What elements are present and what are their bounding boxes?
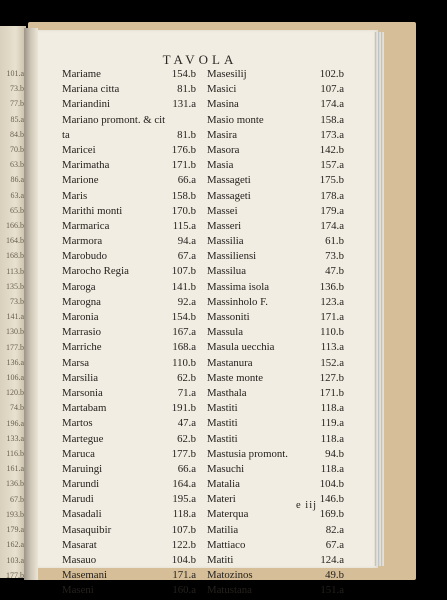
- entry-name: Massiliensi: [207, 250, 257, 263]
- entry-name: Massageti: [207, 189, 251, 202]
- entry-reference: 49.b: [325, 569, 344, 582]
- entry-name: Materi: [207, 493, 236, 506]
- entry-reference: 160.a: [172, 584, 196, 597]
- entry-reference: 66.a: [177, 462, 196, 475]
- facing-page-ref: 177.b: [6, 342, 24, 352]
- facing-page-ref: 179.a: [6, 525, 24, 535]
- facing-page-ref: 74.b: [10, 403, 24, 413]
- entry-reference: 62.b: [177, 371, 196, 384]
- index-entry: [207, 249, 344, 264]
- entry-reference: 118.a: [320, 432, 344, 445]
- entry-name: Mariandini: [62, 98, 110, 111]
- facing-page-column: [2, 66, 24, 583]
- entry-reference: 176.b: [171, 143, 196, 156]
- entry-reference: 81.b: [177, 83, 196, 96]
- index-entry: [207, 492, 344, 507]
- index-entry: [207, 462, 344, 477]
- facing-page-ref: 141.a: [6, 312, 24, 322]
- facing-page-ref: 101.a: [6, 69, 24, 78]
- entry-reference: 124.a: [320, 554, 344, 566]
- entry-reference: 119.a: [320, 417, 344, 430]
- index-entry: [62, 249, 202, 264]
- entry-name: Masauo: [62, 554, 97, 566]
- entry-name: Marocho Regia: [62, 265, 129, 278]
- index-entry: [207, 204, 344, 219]
- entry-reference: 195.a: [172, 493, 196, 506]
- entry-name: Maroga: [62, 280, 96, 293]
- index-entry: [207, 386, 344, 401]
- entry-reference: 191.b: [171, 402, 196, 415]
- entry-reference: 170.b: [171, 204, 196, 217]
- facing-page-ref: 130.b: [6, 327, 24, 337]
- index-entry: [207, 340, 344, 355]
- entry-name: Maris: [62, 189, 88, 202]
- entry-reference: 71.a: [177, 386, 196, 399]
- facing-page-ref: 120.b: [6, 388, 24, 398]
- index-entry: [62, 386, 202, 401]
- entry-reference: 164.a: [172, 478, 196, 491]
- index-entry: [62, 128, 202, 143]
- entry-name: Mariana citta: [62, 83, 120, 96]
- entry-name: Marogna: [62, 295, 101, 308]
- facing-page-ref: 106.a: [6, 373, 24, 383]
- entry-name: Massei: [207, 204, 238, 217]
- index-column-left: [62, 67, 202, 599]
- entry-name: Marrasio: [62, 326, 101, 339]
- facing-page-ref: 162.a: [6, 540, 24, 550]
- index-entry: [207, 295, 344, 310]
- entry-reference: 169.b: [319, 508, 344, 521]
- entry-name: Maricei: [62, 143, 96, 156]
- entry-name: Massageti: [207, 174, 251, 187]
- entry-name: Mariame: [62, 68, 101, 80]
- index-entry: [207, 280, 344, 295]
- entry-reference: 158.a: [320, 113, 344, 126]
- index-entry: [207, 82, 344, 97]
- index-column-right: [207, 67, 344, 599]
- entry-name: Masia: [207, 159, 234, 172]
- entry-reference: 168.a: [172, 341, 196, 354]
- entry-name: Maronia: [62, 311, 99, 323]
- entry-reference: 113.a: [320, 341, 344, 354]
- entry-name: Marudi: [62, 493, 94, 506]
- entry-reference: 62.b: [177, 432, 196, 445]
- facing-page-ref: 63.b: [10, 160, 24, 170]
- entry-reference: 167.a: [172, 326, 196, 339]
- entry-reference: 177.b: [171, 447, 196, 460]
- entry-name: Matiti: [207, 554, 234, 566]
- book-gutter: [24, 28, 38, 580]
- facing-page-edge: [0, 26, 26, 578]
- facing-page-ref: 73.b: [10, 84, 24, 94]
- entry-name: Marsilia: [62, 371, 98, 384]
- index-entry: [62, 264, 202, 279]
- entry-name: Masuchi: [207, 462, 245, 475]
- entry-name: Massilia: [207, 235, 244, 248]
- facing-page-ref: 133.a: [6, 433, 24, 443]
- entry-name: Marimatha: [62, 159, 110, 172]
- entry-name: Masora: [207, 143, 240, 156]
- facing-page-ref: 136.a: [6, 357, 24, 367]
- entry-reference: 67.a: [177, 250, 196, 263]
- facing-page-ref: 196.a: [6, 418, 24, 428]
- facing-page-ref: 65.b: [10, 205, 24, 215]
- entry-reference: 127.b: [319, 371, 344, 384]
- index-entry: [62, 447, 202, 462]
- entry-name: Matalia: [207, 478, 240, 491]
- facing-page-ref: 116.b: [6, 449, 24, 459]
- entry-name: Massilua: [207, 265, 246, 278]
- facing-page-ref: 70.b: [10, 145, 24, 155]
- index-entry: [207, 553, 344, 568]
- index-entry: [62, 538, 202, 553]
- entry-reference: 173.a: [320, 128, 344, 141]
- index-entry: [62, 492, 202, 507]
- entry-reference: 171.a: [320, 311, 344, 323]
- entry-name: Maseni: [62, 584, 94, 597]
- entry-name: Massinholo F.: [207, 295, 268, 308]
- entry-reference: 92.a: [177, 295, 196, 308]
- entry-reference: 107.a: [320, 83, 344, 96]
- entry-reference: 179.a: [320, 204, 344, 217]
- entry-name: Maste monte: [207, 371, 264, 384]
- entry-name: Marione: [62, 174, 99, 187]
- entry-name: Mastiti: [207, 417, 238, 430]
- entry-name: Marmora: [62, 235, 103, 248]
- index-entry: [62, 356, 202, 371]
- index-entry: [62, 143, 202, 158]
- entry-reference: 154.b: [171, 311, 196, 323]
- index-entry: [62, 340, 202, 355]
- index-entry: [62, 432, 202, 447]
- signature-mark: e iij: [296, 500, 318, 511]
- entry-reference: 171.a: [172, 569, 196, 582]
- facing-page-ref: 63.a: [10, 190, 24, 200]
- index-entry: [207, 310, 344, 325]
- facing-page-ref: 84.b: [10, 129, 24, 139]
- index-entry: [62, 204, 202, 219]
- index-entry: [62, 82, 202, 97]
- facing-page-ref: 136.b: [6, 479, 24, 489]
- entry-reference: 174.a: [320, 219, 344, 232]
- entry-reference: 146.b: [319, 493, 344, 506]
- index-entry: [62, 113, 202, 128]
- entry-reference: 141.b: [171, 280, 196, 293]
- facing-page-ref: 193.b: [6, 509, 24, 519]
- index-entry: [62, 173, 202, 188]
- entry-name: Masarat: [62, 538, 97, 551]
- index-entry: [62, 158, 202, 173]
- entry-reference: 152.a: [320, 356, 344, 369]
- entry-reference: 110.b: [172, 356, 196, 369]
- entry-reference: 171.b: [171, 159, 196, 172]
- index-entry: [207, 264, 344, 279]
- page-title: TAVOLA: [162, 52, 238, 67]
- entry-name: Marundi: [62, 478, 100, 491]
- entry-reference: 61.b: [325, 235, 344, 248]
- index-entry: [207, 568, 344, 583]
- index-entry: [62, 295, 202, 310]
- index-entry: [62, 568, 202, 583]
- entry-name: Mastanura: [207, 356, 253, 369]
- entry-reference: 118.a: [320, 462, 344, 475]
- entry-reference: 151.a: [320, 584, 344, 597]
- index-entry: [207, 371, 344, 386]
- entry-reference: 110.b: [320, 326, 344, 339]
- facing-page-ref: 177.b: [6, 570, 24, 580]
- index-entry: [62, 219, 202, 234]
- entry-reference: 115.a: [172, 219, 196, 232]
- entry-reference: 47.b: [325, 265, 344, 278]
- index-entry: [62, 97, 202, 112]
- index-entry: [207, 523, 344, 538]
- entry-reference: 131.a: [172, 98, 196, 111]
- entry-name: Masseri: [207, 219, 242, 232]
- index-entry: [207, 97, 344, 112]
- entry-reference: 104.b: [171, 554, 196, 566]
- entry-reference: 122.b: [171, 538, 196, 551]
- entry-name: Matozinos: [207, 569, 253, 582]
- entry-name: Marobudo: [62, 250, 107, 263]
- entry-name: Masadali: [62, 508, 102, 521]
- entry-name: Masesilij: [207, 68, 247, 80]
- index-entry: [62, 477, 202, 492]
- entry-reference: 104.b: [319, 478, 344, 491]
- entry-reference: 123.a: [320, 295, 344, 308]
- index-entry: [207, 113, 344, 128]
- entry-name: Maruca: [62, 447, 95, 460]
- entry-name: Mastusia promont.: [207, 447, 288, 460]
- entry-name: Marsonia: [62, 386, 103, 399]
- entry-name: Martos: [62, 417, 93, 430]
- entry-name: Maruingi: [62, 462, 103, 475]
- entry-reference: 154.b: [171, 68, 196, 80]
- facing-page-ref: 166.b: [6, 221, 24, 231]
- entry-reference: 94.b: [325, 447, 344, 460]
- entry-name: Matilia: [207, 523, 239, 536]
- entry-name: Massoniti: [207, 311, 250, 323]
- index-entry: [207, 507, 344, 522]
- facing-page-ref: 77.b: [10, 99, 24, 109]
- entry-name: Martabam: [62, 402, 107, 415]
- entry-name: Masula uecchia: [207, 341, 275, 354]
- index-entry: [62, 416, 202, 431]
- entry-reference: 171.b: [319, 386, 344, 399]
- index-entry: [207, 234, 344, 249]
- entry-name: Masira: [207, 128, 237, 141]
- entry-name: Marithi monti: [62, 204, 123, 217]
- facing-page-ref: 113.b: [6, 266, 24, 276]
- entry-name: Marmarica: [62, 219, 110, 232]
- entry-name: Mastiti: [207, 432, 238, 445]
- index-entry: [62, 325, 202, 340]
- entry-name: Masthala: [207, 386, 247, 399]
- entry-reference: 102.b: [319, 68, 344, 80]
- index-entry: [207, 583, 344, 598]
- entry-reference: 73.b: [325, 250, 344, 263]
- index-entry: [62, 553, 202, 568]
- entry-reference: 94.a: [177, 235, 196, 248]
- entry-reference: 66.a: [177, 174, 196, 187]
- facing-page-ref: 164.b: [6, 236, 24, 246]
- index-entry: [62, 310, 202, 325]
- entry-reference: 178.a: [320, 189, 344, 202]
- entry-name: Marriche: [62, 341, 102, 354]
- entry-reference: 81.b: [177, 128, 196, 141]
- facing-page-ref: 168.b: [6, 251, 24, 261]
- index-entry: [207, 67, 344, 82]
- index-entry: [62, 280, 202, 295]
- entry-name: Masici: [207, 83, 237, 96]
- index-entry: [207, 128, 344, 143]
- index-entry: [62, 462, 202, 477]
- entry-name: Martegue: [62, 432, 104, 445]
- index-entry: [207, 219, 344, 234]
- entry-reference: 118.a: [320, 402, 344, 415]
- facing-page-ref: 161.a: [6, 464, 24, 474]
- entry-name: Masaquibir: [62, 523, 112, 536]
- facing-page-ref: 67.b: [10, 494, 24, 504]
- entry-name: Mattiaco: [207, 538, 246, 551]
- entry-reference: 136.b: [319, 280, 344, 293]
- index-entry: [62, 583, 202, 598]
- entry-name: Mariano promont. & cit: [62, 113, 166, 126]
- entry-name: Materqua: [207, 508, 249, 521]
- index-entry: [207, 356, 344, 371]
- facing-page-ref: 135.b: [6, 281, 24, 291]
- index-entry: [62, 67, 202, 82]
- entry-name: Masio monte: [207, 113, 264, 126]
- index-entry: [207, 158, 344, 173]
- index-entry: [62, 523, 202, 538]
- entry-name: Marsa: [62, 356, 89, 369]
- index-entry: [207, 477, 344, 492]
- index-entry: [62, 189, 202, 204]
- index-entry: [207, 432, 344, 447]
- index-entry: [207, 416, 344, 431]
- entry-reference: 142.b: [319, 143, 344, 156]
- entry-reference: 47.a: [177, 417, 196, 430]
- index-entry: [207, 143, 344, 158]
- entry-name: ta: [62, 128, 70, 141]
- entry-reference: 157.a: [320, 159, 344, 172]
- entry-name: Masina: [207, 98, 239, 111]
- index-entry: [207, 173, 344, 188]
- facing-page-ref: 103.a: [6, 555, 24, 565]
- entry-reference: 175.b: [319, 174, 344, 187]
- entry-reference: 174.a: [320, 98, 344, 111]
- facing-page-ref: 85.a: [10, 114, 24, 124]
- entry-name: Massima isola: [207, 280, 270, 293]
- entry-name: Massula: [207, 326, 243, 339]
- facing-page-ref: 73.b: [10, 297, 24, 307]
- entry-reference: 158.b: [171, 189, 196, 202]
- index-entry: [207, 401, 344, 416]
- facing-page-ref: 86.a: [10, 175, 24, 185]
- entry-reference: 118.a: [172, 508, 196, 521]
- page-edges: [374, 32, 384, 566]
- entry-name: Matustana: [207, 584, 252, 597]
- index-entry: [62, 234, 202, 249]
- entry-name: Masemani: [62, 569, 107, 582]
- entry-reference: 67.a: [325, 538, 344, 551]
- entry-name: Mastiti: [207, 402, 238, 415]
- index-entry: [207, 189, 344, 204]
- index-entry: [207, 447, 344, 462]
- index-entry: [62, 507, 202, 522]
- index-entry: [207, 538, 344, 553]
- index-entry: [62, 401, 202, 416]
- entry-reference: 82.a: [325, 523, 344, 536]
- entry-reference: 107.b: [171, 265, 196, 278]
- entry-reference: 107.b: [171, 523, 196, 536]
- index-entry: [207, 325, 344, 340]
- index-entry: [62, 371, 202, 386]
